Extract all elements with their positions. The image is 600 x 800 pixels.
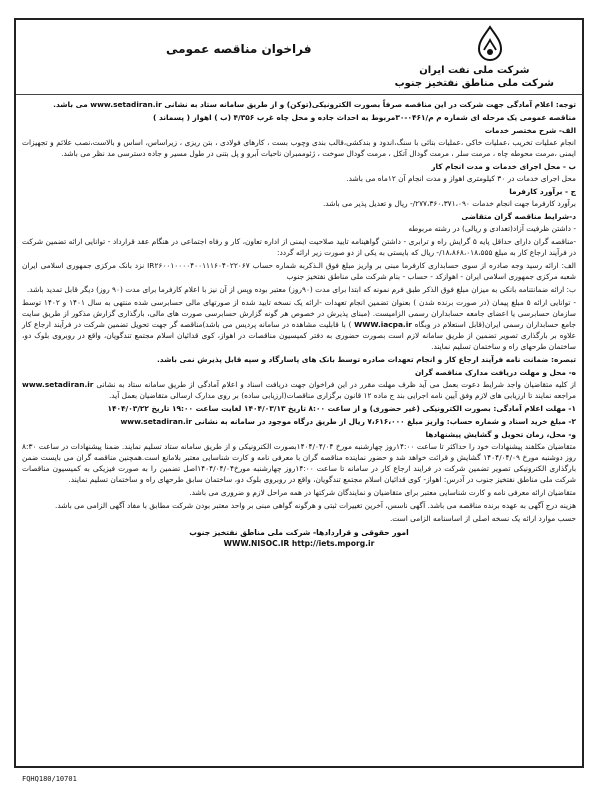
section-h-item-1-end: مراجعه نمایند تا ارزیابی های لازم وفق آیین نامه اجرایی بند ج ماده ۱۲ قانون برگزاری مناقصات(ارزیابی ساده) بر روی مدارک ارسالی متقاضیان بعمل آید. [108, 391, 576, 400]
section-h-fee-text: ۲- مبلغ خرید اسناد و شماره حساب: واریز مبلغ ۷،۶۱۶،۰۰۰ ریال از طریق درگاه موجود در سامانه به نشانی [194, 417, 576, 426]
section-h-item-1-text: از کلیه متقاضیان واجد شرایط دعوت بعمل می آید ظرف مهلت مقرر در این فراخوان جهت دریافت اسناد و اعلام آمادگی از طریق سامانه ستاد به نشانی [96, 380, 576, 389]
section-d-option-be: ب: ارائه ضمانتنامه بانکی به میزان مبلغ فوق الذکر طبق فرم نمونه که ابتدا برای مدت (۹۰روز) معتبر بوده وپس از آن نیز با اعلام کارفرما برای مدت (۹۰ روز) دیگر قابل تمدید باشد. [26, 285, 576, 294]
section-a-text: انجام عملیات تخریب ،عملیات خاکی ،عملیات بنائی با سنگ،اندود و بندکشی،قالب بندی وچوب بست ، کارهای فولادی ، بتن ریزی ، زیراساس، اساس و بالاست،نصب علائم و تجهیزات ایمنی ،مرمت محوطه چاه ، مرمت سلر ، مرمت گودال آتکل ، مرمت گودال سوخت ، ژئوممبران ناحیات آبرو و پل بتنی در طول مسیر و جاده دسترسی مد نظر می باشد. [22, 138, 576, 158]
tender-line: مناقصه عمومی یک مرحله ای شماره م م/۰۴۶۱‑۳۰مربوط به احداث جاده و محل چاه غرب ۴/۳۵۶ (ب ) اهواز ( پسماند ) [153, 113, 576, 122]
section-d-item-3-text: - توانایی ارائه ۵ مبلغ پیمان (در صورت برنده شدن ) بعنوان تضمین انجام تعهدات -ارائه یک نسخه تایید شده از صورتهای مالی حسابرسی شده منتهی به سال ۱۴۰۱ و ۱۴۰۲ توسط سازمان حسابرسی یا اعضای جامعه حسابداران رسمی الزامیست. (مبنای پذیرش در خصوص هر گونه گزارش حسابرسی صورت های مالی، بارگذاری گزارش مذکور از طریق سایت جامع حسابداران رسمی ایران(قابل استعلام در وبگاه [22, 298, 576, 329]
setad-link-3[interactable]: www.setadiran.ir [120, 417, 192, 426]
section-d-item-1: - داشتن ظرفیت آزاد(تعدادی و ریالی) در رشته مربوطه [408, 224, 576, 233]
section-d-item-3-end: ) با قابلیت مشاهده در سامانه پردیس می باشد)مناقصه گر جهت تحویل تضمین شرکت در فرآیند ارجاع کار علاوه بر بارگذاری تصویر تضمین از طریق سامانه لازم است بصورت حضوری به دفتر کمیسیون مناقصات در اهواز، کوی قدائیان اسلام مجتمع تندگویان، واقع در روبروی بلوک دو، ساختمان طرحهای راه و ساختمان تسلیم نمایند. [22, 320, 576, 351]
section-d-note: تبصره: ضمانت نامه فرآیند ارجاع کار و انجام تعهدات صادره توسط بانک های پاسارگاد و سپه قابل پذیرش نمی باشد. [157, 355, 576, 364]
intro-end: می باشد. [53, 100, 88, 109]
nisoc-link[interactable]: WWW.NISOC.IR [223, 539, 290, 548]
subsidiary-name: شرکت ملی مناطق نفتخیز جنوب [394, 78, 554, 89]
footer-links [22, 538, 576, 549]
note-statute: حسب موارد ارائه یک نسخه اصلی از اساسنامه الزامی است. [389, 514, 576, 523]
section-h-item-1 [22, 379, 576, 401]
section-b-text: محل اجرای خدمات در ۳۰ کیلومتری اهواز و مدت انجام آن ۱۲ماه می باشد. [346, 174, 576, 183]
intro-label: توجه: [555, 100, 576, 109]
section-v-title: و- محل، زمان تحویل و گشایش پیشنهادها [425, 430, 576, 439]
document-title: فراخوان مناقصه عمومی [166, 42, 312, 56]
section-z-text: متقاضیان ارائه معرفی نامه و کارت شناسایی معتبر برای متقاضیان و نمایندگان شرکتها در همه مراحل لازم و ضروری می باشد. [189, 488, 576, 497]
notice-body [16, 95, 582, 549]
section-a-title: الف- شرح مختصر خدمات [484, 126, 576, 135]
setad-link-2[interactable]: www.setadiran.ir [22, 380, 94, 389]
section-b-title: ب - محل اجرای خدمات و مدت انجام کار [431, 162, 576, 171]
section-d-option-alef: الف: ارائه رسید وجه صادره از سوی حسابداری کارفرما مبنی بر واریز مبلغ فوق الـذکربه شماره حساب IR۲۶۰۰۱۰۰۰۰۴۰۰۱۱۱۶۰۴۰۲۲۰۶۷ نزد بانک مرکزی جمهوری اسلامی ایران شعبه مرکزی جمهوری اسلامی ایران - اهوازکد - حساب - بنام شرکت ملی مناطق نفتخیز جنوب [22, 261, 576, 281]
section-c-text: برآورد کارفرما جهت انجام خدمات ۲۷۷،۳۶۰،۳۷۱،۰۹۰/- ریال و تعدیل پذیر می باشد. [322, 199, 576, 208]
setad-link[interactable]: www.setadiran.ir [90, 100, 162, 109]
legal-dept: امور حقوقی و قراردادها- شرکت ملی مناطق نفتخیز جنوب [189, 528, 409, 537]
company-name-block [395, 64, 554, 90]
section-d-item-2: -مناقصه گران دارای حداقل پایه ۵ گرایش راه و ترابری - داشتن گواهینامه تایید صلاحیت ایمنی از اداره تعاون، کار و رفاه اجتماعی در هنگام عقد قرارداد - توانایی ارائه تضمین شرکت در فرآیند ارجاع کار به مبلغ ۱۸،۸۶۸،۰۱۸،۵۵۵/- ریال که بایستی به یکی از دو صورت زیر ارائه گردد: [22, 237, 576, 257]
company-name: شرکت ملی نفت ایران [419, 65, 530, 76]
document-code: FQHQ180/10701 [22, 775, 77, 783]
signature-block [22, 527, 576, 549]
intro-text: اعلام آمادگی جهت شرکت در این مناقصه صرفاً بصورت الکترونیکی(توکن) و از طریق سامانه ستاد به نشانی [164, 100, 554, 109]
iets-link[interactable]: http://iets.mporg.ir [291, 539, 375, 548]
section-d-item-3 [22, 297, 576, 352]
section-c-title: ج - برآورد کارفرما [509, 187, 576, 196]
section-h-deadline: ۱- مهلت اعلام آمادگی: بصورت الکترونیکی (غیر حضوری) و از ساعت ۸:۰۰ تاریخ ۱۴۰۴/۰۳/۱۳ لغایت ساعت ۱۹:۰۰ تاریخ ۱۴۰۴/۰۳/۲۲ [107, 404, 576, 413]
section-h-fee [22, 416, 576, 427]
section-h-title: ه- محل و مهلت دریافت مدارک مناقصه گران [415, 368, 576, 377]
intro-notice [22, 99, 576, 110]
oil-company-logo-icon [470, 24, 510, 64]
note-ad-cost: هزینه درج آگهی به عهده برنده مناقصه می باشد. آگهی ناسس، آخرین تغییرات ثبتی و هرگونه گواهی مبنی بر واحد معتبر بودن شرکت مطابق با مفاد آگهی الزامی می باشد. [55, 501, 576, 510]
notice-header [16, 20, 582, 95]
section-d-title: د-شرایط مناقصه گران متقاضی [461, 212, 576, 221]
iacpa-link[interactable]: WWW.iacpa.ir [354, 320, 412, 329]
tender-notice-sheet [14, 18, 584, 768]
section-v-text: متقاضیان مکلفند پیشنهادات خود را حداکثر تا ساعت ۱۴:۰۰روز چهارشنبه مورخ ۱۴۰۴/۰۴/۰۴بصورت الکترونیکی و از طریق سامانه ستاد تسلیم نمایند. ضمنا پیشنهادات در ساعت ۸:۳۰ روز دوشنبه مورخ ۱۴۰۴/۰۴/۰۹ گشایش و قرائت خواهد شد و حضور نماینده مناقصه گران با معرفی نامه و کارت شناسایی معتبر بلامانع است.همچنین مناقصه گران می بایست ضمن بارگذاری الکترونیکی تصویر تضمین شرکت در فرایند ارجاع کار در سامانه تا ساعت ۱۴:۰۰روز چهارشنبه مورخ۱۴۰۴/۰۴/۰۴اصل تضمین را به صورت فیزیکی به کمیسیون مناقصات شرکت ملی مناطق نفتخیز جنوب در آدرس: اهواز- کوی قدائیان اسلام مجتمع تندگویان، واقع در روبروی بلوک دو، ساختمان سابق طرحهای راه و ساختمان تسلیم نمایند. [22, 442, 577, 484]
